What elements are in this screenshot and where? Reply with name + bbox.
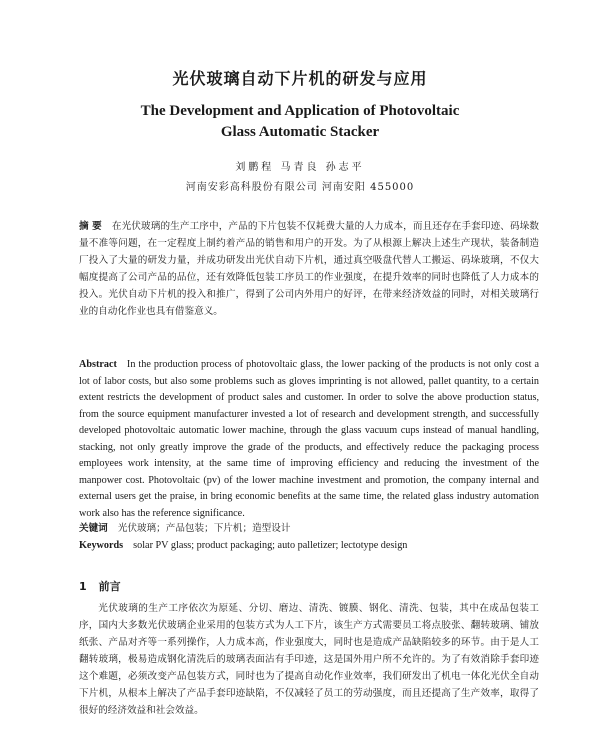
section-number: 1 bbox=[79, 580, 87, 593]
title-english-line1: The Development and Application of Photovoltaic bbox=[140, 103, 460, 119]
keywords-cn-text: 光伏玻璃；产品包装；下片机；造型设计 bbox=[117, 523, 291, 534]
abstract-en-text: In the production process of photovoltaic glass, the lower packing of the products is not only cost a lot of labor costs, but also some problems such as gloves imprinting is not allowed, pallet quantity, to a certain extent restricts the development of product sales and customer. In order to solve the above production status, from the source equipment manufacturer invested a lot of research and development strength, and successfully developed photovoltaic automatic lower machine, through the glass vacuum cups instead of manual handling, stacking, not only greatly improve the grade of the products, and effectively reduce the packaging process employees work intensity, at the same time of improving efficiency and reducing the investment of the manpower cost. Photovoltaic (pv) of the lower machine investment and promotion, the company internal and external users get the praise, in bring economic benefits at the same time, the related glass industry automation work also has the reference significance. bbox=[79, 359, 539, 519]
abstract-chinese bbox=[79, 218, 539, 320]
abstract-cn-label: 摘 要 bbox=[79, 221, 102, 232]
keywords-en-text: solar PV glass; product packaging; auto palletizer; lectotype design bbox=[133, 540, 408, 551]
keywords-en-label: Keywords bbox=[79, 540, 124, 551]
affiliation: 河南安彩高科股份有限公司 河南安阳 455000 bbox=[185, 182, 415, 193]
title-english-line2: Glass Automatic Stacker bbox=[220, 124, 380, 140]
abstract-cn-text: 在光伏玻璃的生产工序中，产品的下片包装不仅耗费大量的人力成本，而且还存在手套印迹、码垛数量不准等问题，在一定程度上制约着产品的销售和用户的开发。为了从根源上解决上述生产现状，装备制造厂投入了大量的研发力量，并成功研发出光伏自动下片机，通过真空吸盘代替人工搬运、码垛玻璃，不仅大幅度提高了公司产品的品位，还有效降低包装工序员工的作业强度，在提升效率的同时也降低了人力成本的投入。光伏自动下片机的投入和推广，得到了公司内外用户的好评，在带来经济效益的同时，对相关玻璃行业的自动化作业也具有借鉴意义。 bbox=[79, 221, 540, 317]
abstract-en-label: Abstract bbox=[79, 359, 117, 370]
abstract-english bbox=[79, 357, 539, 522]
section-body: 光伏玻璃的生产工序依次为原延、分切、磨边、清洗、镀膜、钢化、清洗、包装，其中在成品包装工序，国内大多数光伏玻璃企业采用的包装方式为人工下片，该生产方式需要员工将点胶张、翻转玻璃、铺放纸张、产品对齐等一系列操作，人力成本高，作业强度大，同时也是造成产品缺陷较多的环节。由于是人工翻转玻璃，极易造成钢化清洗后的玻璃表面沾有手印迹，这是国外用户所不允许的。为了有效消除手套印迹这个难题，必须改变产品包装方式，同时也为了提高自动化作业效率，我们研发出了机电一体化光伏全自动下片机，从根本上解决了产品手套印迹缺陷，不仅减轻了员工的劳动强度，而且还提高了生产效率，取得了很好的经济效益和社会效益。 bbox=[79, 603, 539, 716]
title-chinese: 光伏玻璃自动下片机的研发与应用 bbox=[172, 69, 428, 88]
keywords-cn-label: 关键词 bbox=[79, 523, 108, 534]
section-heading bbox=[79, 578, 133, 594]
keywords-english bbox=[79, 537, 539, 554]
section-title: 前言 bbox=[98, 580, 121, 593]
authors: 刘鹏程 马青良 孙志平 bbox=[235, 162, 365, 173]
keywords-chinese bbox=[79, 520, 539, 537]
